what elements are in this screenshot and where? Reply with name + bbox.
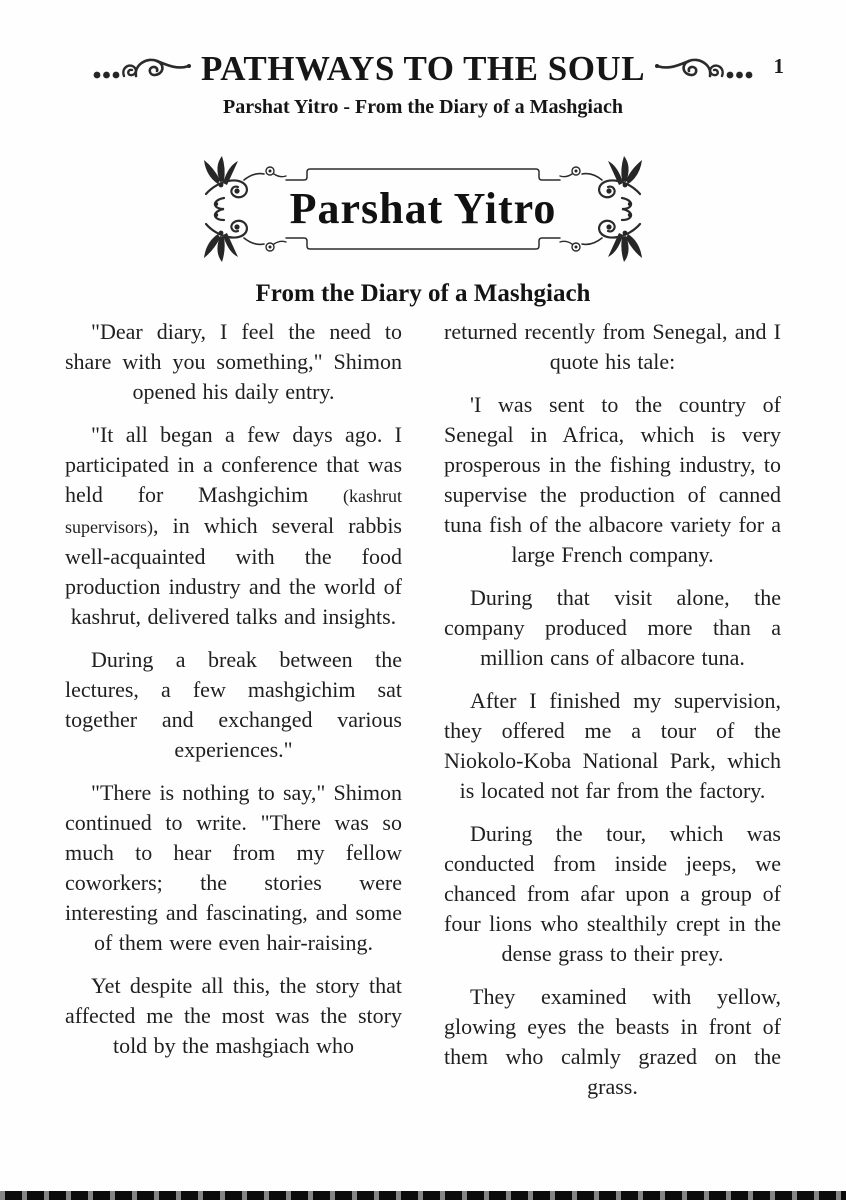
paragraph-text: , in which several rabbis well-acquainted with the food production industry and the world of kashrut, delivered talks and insights.: [65, 513, 402, 629]
paragraph-text: After I finished my supervision, they offered me a tour of the Niokolo-Koba National Park, which is located not far from the factory.: [444, 688, 781, 803]
paragraph-text: 'I was sent to the country of Senegal in Africa, which is very prosperous in the fishing industry, to supervise the production of canned tuna fish of the albacore variety for a large French company.: [444, 392, 781, 567]
paragraph: [444, 686, 781, 806]
paragraph: [65, 317, 402, 407]
next-page-edge: [0, 1191, 846, 1200]
paragraph: [444, 583, 781, 673]
paragraph: [444, 819, 781, 969]
paragraph-text: "Dear diary, I feel the need to share with you something," Shimon opened his daily entry.: [65, 319, 402, 404]
scroll-and-dots-flourish-icon: [653, 52, 755, 86]
publication-title: PATHWAYS TO THE SOUL: [200, 49, 646, 88]
running-subtitle: Parshat Yitro - From the Diary of a Mashgiach: [223, 96, 623, 118]
paragraph-small-text: (kashrut supervisors): [65, 486, 402, 537]
paragraph: [65, 420, 402, 632]
page-number: 1: [773, 54, 784, 78]
paragraph: [444, 982, 781, 1102]
paragraph-text: returned recently from Senegal, and I quote his tale:: [444, 319, 781, 374]
paragraph-text: Yet despite all this, the story that affected me the most was the story told by the mashgiach who: [65, 973, 402, 1058]
parsha-title: Parshat Yitro: [289, 183, 557, 233]
masthead-line: [0, 48, 846, 90]
paragraph: [444, 390, 781, 570]
paragraph-text: "There is nothing to say," Shimon continued to write. "There was so much to hear from my fellow coworkers; the stories were interesting and fascinating, and some of them were even hair-raising.: [65, 780, 402, 955]
paragraph: [65, 971, 402, 1061]
article-body: [65, 317, 781, 1115]
title-ornament-frame: [200, 154, 646, 264]
paragraph: [65, 778, 402, 958]
masthead: [0, 0, 846, 119]
column-left: [65, 317, 402, 1115]
paragraph-text: During that visit alone, the company produced more than a million cans of albacore tuna.: [444, 585, 781, 670]
dots-and-scroll-flourish-icon: [91, 52, 193, 86]
paragraph-text: During a break between the lectures, a few mashgichim sat together and exchanged various experiences.": [65, 647, 402, 762]
paragraph-text: "It all began a few days ago. I participated in a conference that was held for Mashgichim: [65, 422, 402, 507]
paragraph: [65, 645, 402, 765]
paragraph-text: They examined with yellow, glowing eyes the beasts in front of them who calmly grazed on the grass.: [444, 984, 781, 1099]
article-heading: From the Diary of a Mashgiach: [255, 280, 591, 307]
paragraph: [444, 317, 781, 377]
paragraph-text: During the tour, which was conducted from inside jeeps, we chanced from afar upon a group of four lions who stealthily crept in the dense grass to their prey.: [444, 821, 781, 966]
column-right: [444, 317, 781, 1115]
